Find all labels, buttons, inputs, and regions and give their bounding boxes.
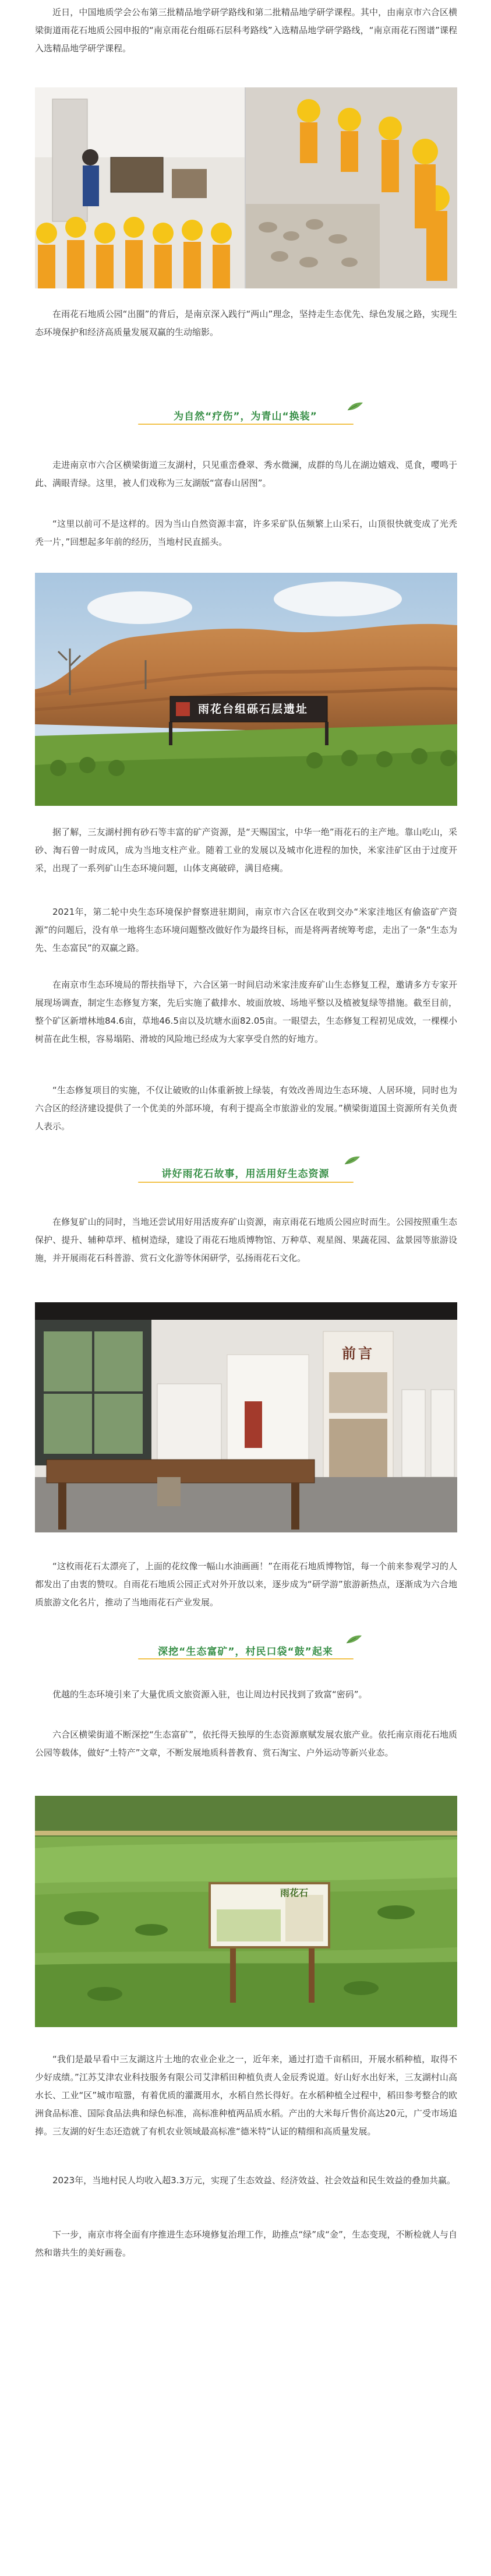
section-heading-3 <box>0 1643 491 1658</box>
section-heading-1 <box>0 408 491 422</box>
paragraph-museum-visitors: “这枚雨花石太漂亮了，上面的花纹像一幅山水油画画！”在雨花石地质博物馆，每一个前来参观学习的人都发出了由衷的赞叹。自雨花石地质公园正式对外开放以来，逐步成为“研学游”旅游新热点，逐渐成为六合地质旅游文化名片，推动了当地雨花石产业发展。 <box>35 1561 457 1608</box>
heading-divider-2 <box>138 1182 354 1183</box>
section-heading-2-text: 讲好雨花石故事，用活用好生态资源 <box>161 1168 330 1180</box>
heading-divider-3 <box>138 1658 354 1659</box>
section-heading-2 <box>0 1165 491 1180</box>
photo-rice-fields <box>35 1796 457 2027</box>
paragraph-village-scene: 走进南京市六合区横梁街道三友湖村，只见重峦叠翠、秀水微澜，成群的鸟儿在湖边嬉戏、觅食，嘤鸣于此、满眼青绿。这里，被人们戏称为三友湖版“富春山居图”。 <box>35 460 457 488</box>
field-sign-text: 雨花石 <box>280 1887 308 1898</box>
section-heading-3-text: 深挖“生态富矿”，村民口袋“鼓”起来 <box>158 1646 333 1658</box>
paragraph-agritourism: 六合区横梁街道不断深挖“生态富矿”，依托得天独厚的生态资源禀赋发展农旅产业。依托南京雨花石地质公园等载体，做好“土特产”文章，不断发展地质科普教育、赏石淘宝、户外运动等新兴业态。 <box>35 1729 457 1758</box>
paragraph-geopark: 在修复矿山的同时，当地还尝试用好用活废弃矿山资源，南京雨花石地质公园应时而生。公园按照重生态保护、提升、辅种草坪、植树造绿，建设了雨花石地质博物馆、万种草、观星阁、果蔬花园、盆景园等旅游设施，并开展雨花石科普游、赏石文化游等休闲研学，弘扬雨花石文化。 <box>35 1217 457 1263</box>
photo-students-museum <box>35 87 457 288</box>
leaf-ornament-icon <box>347 401 364 411</box>
paragraph-tourism-resources: 优越的生态环境引来了大量优质文旅资源入驻，也让周边村民找到了致富“密码”。 <box>52 1689 368 1700</box>
paragraph-restoration: 在南京市生态环境局的帮扶指导下，六合区第一时间启动米家洼废弃矿山生态修复工程，邀请多方专家开展现场调查，制定生态修复方案，先后实施了截排水、坡面放坡、场地平整以及植被复绿等措施。截至目前，整个矿区新增林地84.6亩，草地46.5亩以及坑塘水面82.05亩。一眼望去，生态修复工程初见成效，一棵棵小树苗在此生根，容易塌陷、滑坡的风险地已经成为大家享受自然的好地方。 <box>35 979 457 1044</box>
paragraph-next-steps: 下一步，南京市将全面有序推进生态环境修复治理工作，助推点“绿”成“金”，生态变现，不断检就人与自然和谐共生的美好画卷。 <box>35 2229 457 2258</box>
preface-board-text: 前言 <box>342 1345 375 1362</box>
photo-gravel-layer-site <box>35 573 457 806</box>
photo-museum-interior <box>35 1302 457 1532</box>
paragraph-villager-quote: “这里以前可不是这样的。因为当山自然资源丰富，许多采矿队伍频繁上山采石，山顶很快就变成了光秃秃一片，”回想起多年前的经历，当地村民直摇头。 <box>35 519 457 547</box>
leaf-ornament-icon <box>344 1155 361 1165</box>
site-sign-text: 雨花台组砾石层遗址 <box>198 703 309 716</box>
paragraph-mining-history: 据了解，三友湖村拥有砂石等丰富的矿产资源，是“天赐国宝，中华一绝”雨花石的主产地。靠山吃山，采砂、淘石曾一时成风，成为当地支柱产业。随着工业的发展以及城市化进程的加快，米家洼矿区由于过度开采，出现了一系列矿山生态环境问题，山体支离破碎，满目疮痍。 <box>35 827 457 873</box>
paragraph-background: 在雨花石地质公园“出圈”的背后，是南京深入践行“两山”理念，坚持走生态优先、绿色发展之路，实现生态环境保护和经济高质量发展双赢的生动缩影。 <box>35 309 457 337</box>
heading-divider-1 <box>138 424 354 425</box>
paragraph-income: 2023年，当地村民人均收入超3.3万元，实现了生态效益、经济效益、社会效益和民生效益的叠加共赢。 <box>52 2175 456 2186</box>
section-heading-1-text: 为自然“疗伤”，为青山“换装” <box>174 411 317 422</box>
paragraph-official-quote: “生态修复项目的实施，不仅让破败的山体重新披上绿装，有效改善周边生态环境、人居环境，同时也为六合区的经济建设提供了一个优美的外部环境，有利于提高全市旅游业的发展。”横梁街道国土资源所有关负责人表示。 <box>35 1085 457 1132</box>
paragraph-rice-company: “我们是最早看中三友湖这片土地的农业企业之一，近年来，通过打造千亩稻田，开展水稻种植，取得不少好成绩。”江苏艾津农业科技服务有限公司艾津稻田种植负责人金辰秀说道。好山好水出好米，三友湖村山高水长、工业“区”城市喧嚣，有着优质的灌溉用水，水稻自然长得好。在水稻种植全过程中，稻田参考整合的欧洲食品标准、国际食品法典和绿色标准，高标准种植两品质水稻。产出的大米每斤售价高达20元，广受市场追捧。三友湖的好生态还造就了有机农业领域最高标准“德米特”认证的精细和高质量发展。 <box>35 2054 457 2137</box>
paragraph-inspection: 2021年，第二轮中央生态环境保护督察进驻期间，南京市六合区在收到交办“米家洼地区有偷盗矿产资源”的问题后，没有单一地将生态环境问题整改做好作为最终目标，而是将两者统筹考虑，走出了一条“生态为先、生态富民”的双赢之路。 <box>35 907 457 953</box>
paragraph-intro: 近日，中国地质学会公布第三批精品地学研学路线和第二批精品地学研学课程。其中，由南京市六合区横梁街道雨花石地质公园申报的“南京雨花台组砾石层科考路线”入选精品地学研学路线，“南京雨花石图谱”课程入选精品地学研学课程。 <box>35 7 457 54</box>
